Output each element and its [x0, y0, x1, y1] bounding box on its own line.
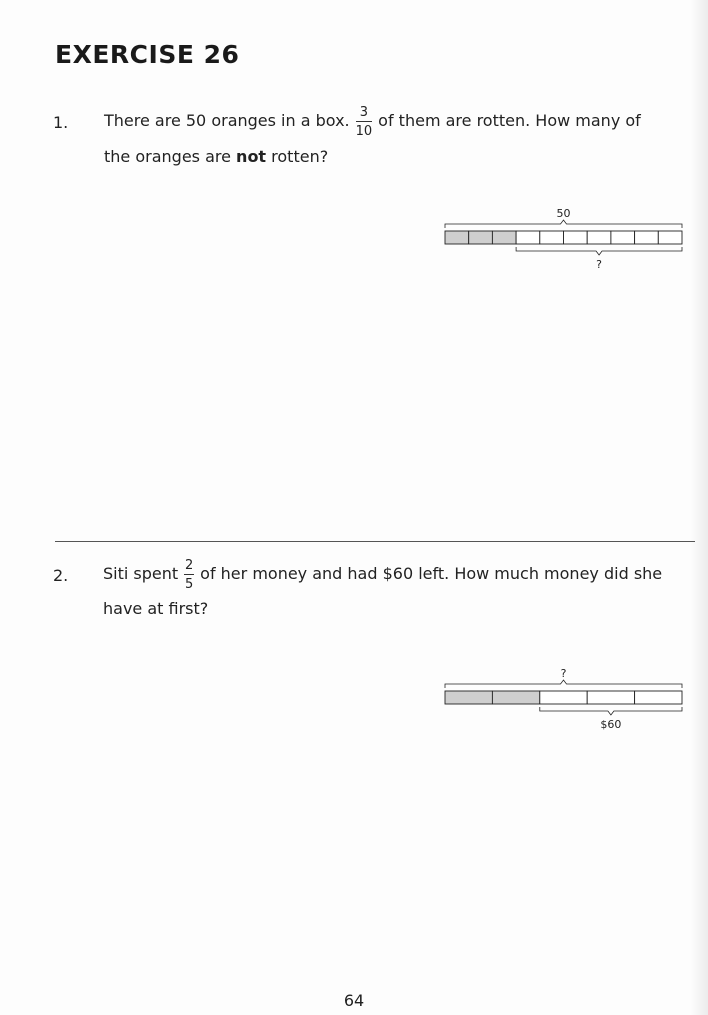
model-1-unit-10	[658, 231, 682, 244]
model-1-unit-8	[611, 231, 635, 244]
section-divider	[55, 541, 695, 542]
model-1-unit-3	[492, 231, 516, 244]
question-1-number: 1.	[53, 113, 69, 132]
model-1-unit-1	[445, 231, 469, 244]
question-1-fraction-denominator: 10	[355, 124, 373, 139]
model-1-bottom-label: ?	[596, 258, 602, 271]
model-1-unit-2	[469, 231, 493, 244]
question-1-text-after-fraction: of them are rotten. How many of	[378, 110, 641, 130]
question-1-bar-model	[440, 200, 690, 280]
model-2-top-brace	[445, 680, 682, 688]
model-2-bottom-brace	[540, 707, 682, 715]
model-1-bottom-brace	[516, 247, 682, 255]
question-2-fraction-denominator: 5	[185, 577, 194, 592]
fraction-bar	[184, 574, 194, 575]
question-1-line-2	[104, 147, 328, 166]
page-number: 64	[343, 991, 365, 1010]
question-1-line-2-end: rotten?	[266, 147, 329, 166]
model-2-unit-1	[445, 691, 492, 704]
model-2-unit-3	[540, 691, 587, 704]
question-2-text-after-fraction: of her money and had $60 left. How much money did she	[200, 563, 663, 583]
model-2-unit-4	[587, 691, 634, 704]
question-2-line-2: have at first?	[103, 599, 209, 618]
question-2-fraction	[184, 559, 194, 591]
model-1-unit-7	[587, 231, 611, 244]
model-2-top-label: ?	[560, 667, 567, 680]
model-2-bottom-label: $60	[600, 718, 622, 731]
model-1-unit-5	[540, 231, 564, 244]
question-1-emphasis-not: not	[236, 147, 267, 166]
question-1-fraction-numerator: 3	[359, 105, 369, 120]
page-edge-shadow	[690, 0, 708, 1015]
model-1-top-label: 50	[556, 207, 571, 220]
question-2-bar-model	[440, 660, 690, 740]
exercise-title: EXERCISE 26	[55, 40, 240, 69]
model-1-unit-6	[564, 231, 588, 244]
model-1-unit-9	[635, 231, 659, 244]
question-2-number: 2.	[53, 566, 69, 585]
question-1-fraction	[356, 106, 373, 138]
fraction-bar	[356, 121, 373, 122]
model-2-unit-2	[492, 691, 539, 704]
question-1-line-1	[104, 104, 641, 139]
question-1-line-2-start: the oranges are	[104, 147, 237, 166]
question-2-line-1	[103, 557, 663, 592]
model-2-unit-5	[635, 691, 682, 704]
model-1-unit-4	[516, 231, 540, 244]
model-1-top-brace	[445, 220, 682, 228]
question-2-text-before-fraction: Siti spent	[103, 563, 179, 583]
question-2-fraction-numerator: 2	[185, 558, 194, 573]
question-1-text-before-fraction: There are 50 oranges in a box.	[104, 110, 350, 130]
